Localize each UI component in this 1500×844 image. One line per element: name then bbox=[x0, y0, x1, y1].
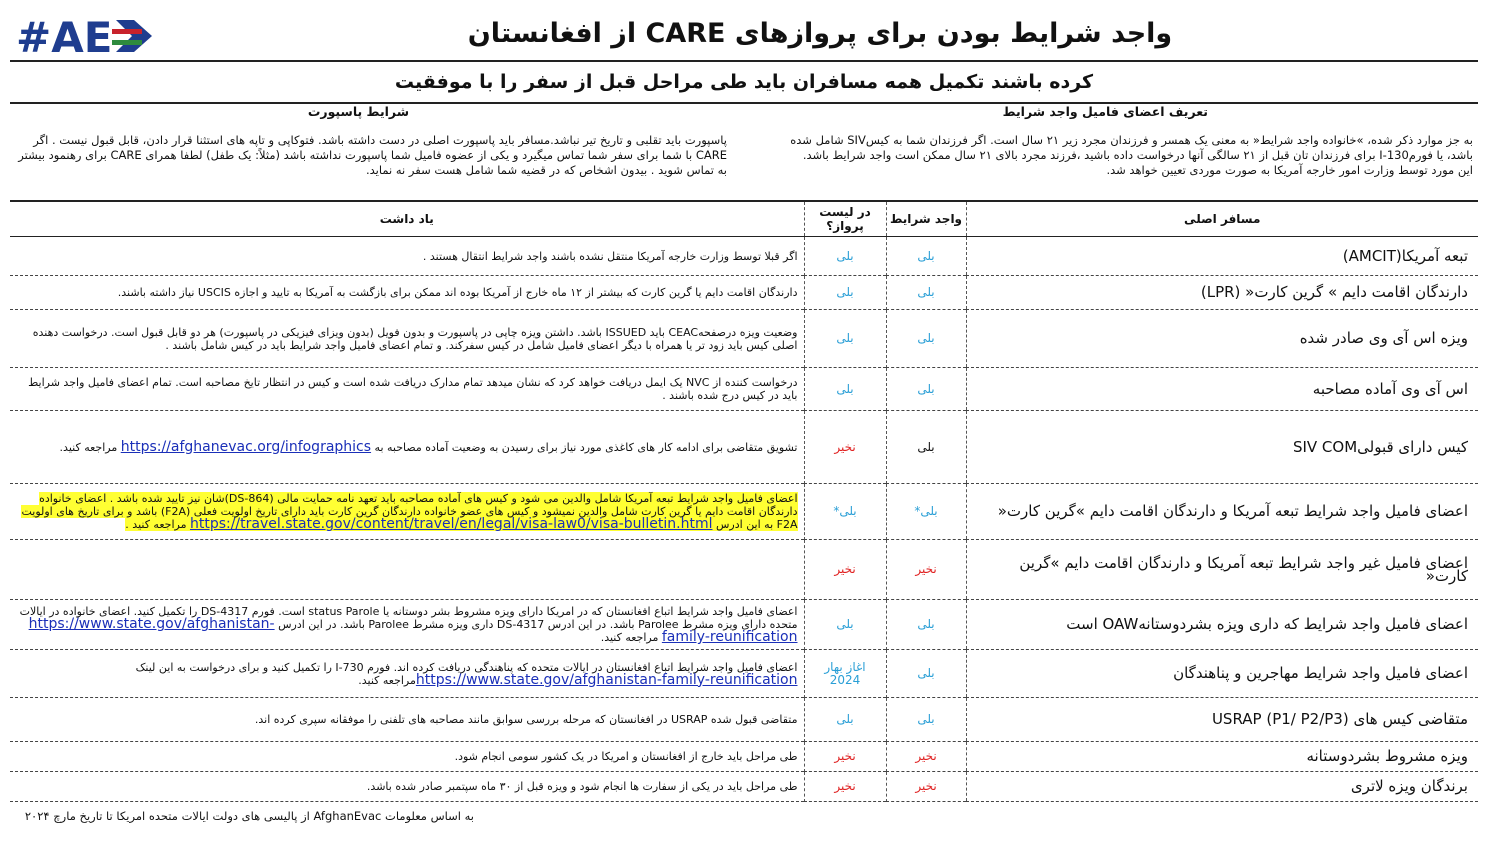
in-list-value: اغاز بهار 2024 bbox=[824, 659, 866, 687]
in-list-cell bbox=[804, 600, 886, 650]
table-row bbox=[10, 368, 1478, 411]
note-text: دارندگان اقامت دایم یا گرین کارت که بیشتر از ۱۲ ماه خارج از آمریکا بوده اند ممکن برای بازگشت به آمریکا به تایید و اجازه USCIS نیاز داشته باشند. bbox=[117, 286, 798, 299]
in-list-cell bbox=[804, 411, 886, 484]
passenger-type: کیس دارای قبولیSIV COM bbox=[966, 411, 1478, 484]
eligible-cell bbox=[886, 742, 966, 772]
eligible-value: بلی bbox=[917, 617, 935, 631]
eligible-cell bbox=[886, 772, 966, 802]
passenger-type: تبعه آمریکا(AMCIT) bbox=[966, 237, 1478, 276]
note-link[interactable]: https://travel.state.gov/content/travel/en/legal/visa-law0/visa-bulletin.html bbox=[189, 516, 713, 532]
table-row bbox=[10, 276, 1478, 310]
in-list-cell bbox=[804, 650, 886, 698]
note-link[interactable]: https://afghanevac.org/infographics bbox=[120, 438, 372, 455]
eligible-value: بلی bbox=[917, 285, 935, 299]
note-cell bbox=[10, 600, 804, 650]
eligible-cell bbox=[886, 698, 966, 742]
note-cell bbox=[10, 368, 804, 411]
eligible-cell bbox=[886, 650, 966, 698]
passport-section bbox=[14, 104, 727, 178]
eligible-cell bbox=[886, 237, 966, 276]
note-text-after: مراجعه کنید. bbox=[358, 673, 416, 687]
in-list-value: نخیر bbox=[834, 562, 856, 576]
header-note: یاد داشت bbox=[10, 202, 804, 237]
page-subtitle: کرده باشند تکمیل همه مسافران باید طی مراحل قبل از سفر را با موفقیت bbox=[10, 60, 1478, 104]
table-row bbox=[10, 484, 1478, 540]
note-cell bbox=[10, 484, 804, 540]
page-title: واجد شرایط بودن برای پروازهای CARE از افغانستان bbox=[467, 18, 1173, 49]
family-definition-heading: تعریف اعضای فامیل واجد شرایط bbox=[1002, 104, 1208, 119]
eligible-cell bbox=[886, 540, 966, 600]
table-row bbox=[10, 742, 1478, 772]
passenger-type: ویزه مشروط بشردوستانه bbox=[966, 742, 1478, 772]
note-cell bbox=[10, 310, 804, 368]
header-eligible: واجد شرایط bbox=[886, 202, 966, 237]
in-list-value: بلی bbox=[836, 381, 854, 396]
in-list-cell bbox=[804, 484, 886, 540]
eligible-cell bbox=[886, 484, 966, 540]
eligible-value: نخیر bbox=[915, 779, 937, 793]
table-row bbox=[10, 600, 1478, 650]
passenger-type: برندگان ویزه لاتری bbox=[966, 772, 1478, 802]
eligible-value: نخیر bbox=[915, 749, 937, 763]
note-link[interactable]: https://www.state.gov/afghanistan-family-reunification bbox=[28, 616, 798, 645]
eligible-cell bbox=[886, 276, 966, 310]
note-cell bbox=[10, 411, 804, 484]
note-text: اگر قبلا توسط وزارت خارجه آمریکا منتقل نشده باشند واجد شرایط انتقال هستند . bbox=[422, 249, 798, 263]
note-text: تشویق متقاضی برای ادامه کار های کاغذی مورد نیاز برای رسیدن به وضعیت آماده مصاحبه به bbox=[371, 440, 798, 454]
in-list-cell bbox=[804, 310, 886, 368]
note-link[interactable]: https://www.state.gov/afghanistan-family-reunification bbox=[415, 671, 798, 688]
table-row bbox=[10, 237, 1478, 276]
note-text-after: مراجعه کنید. bbox=[59, 440, 121, 454]
table-header-row bbox=[10, 202, 1478, 237]
note-text-after: مراجعه کنید. bbox=[600, 631, 662, 644]
note-cell bbox=[10, 276, 804, 310]
note-cell bbox=[10, 772, 804, 802]
in-list-value: بلی bbox=[836, 617, 854, 631]
eligible-value: بلی bbox=[917, 666, 935, 680]
passport-heading: شرایط پاسپورت bbox=[307, 104, 409, 119]
family-definition-text: به جز موارد ذکر شده، »خانواده واجد شرایط« به معنی یک همسر و فرزندان مجرد زیر ۲۱ سال است. اگر فرزندان شما به کیسSIV شامل شده باشد، یا فورم130-I برای فرزندان تان قبل از ۲۱ سالگی آنها درخواست داده باشید ،فرزند مجرد بالای ۲۱ سال ممکن است واجد شرایط باشد. این مورد توسط وزارت امور خارجه آمریکا به صورت موردی تعیین خواهد شد. bbox=[790, 133, 1473, 177]
passenger-type: دارندگان اقامت دایم » گرین کارت« (LPR) bbox=[966, 276, 1478, 310]
passenger-type: متقاضی کیس های (P1/ P2/P3) USRAP bbox=[966, 698, 1478, 742]
eligible-cell bbox=[886, 368, 966, 411]
note-text: درخواست کننده از NVC یک ایمل دریافت خواهد کرد که نشان میدهد تمام مدارک دریافت شده است و کیس در انتظار تایخ مصاحبه است. تمام اعضای فامیل واجد شرایط باید در کیس درج شده باشند . bbox=[28, 376, 798, 402]
footer-note: به اساس معلومات AfghanEvac از پالیسی های دولت ایالات متحده امریکا تا تاریخ مارچ ۲۰۲۴ bbox=[24, 809, 474, 823]
eligible-value: بلی* bbox=[914, 504, 938, 518]
eligible-value: بلی bbox=[917, 381, 935, 396]
note-text: طی مراحل باید در یکی از سفارت ها انجام شود و ویزه قبل از ۳۰ ماه سپتمبر صادر شده باشد. bbox=[366, 780, 798, 793]
note-cell bbox=[10, 742, 804, 772]
eligible-value: بلی bbox=[917, 331, 935, 345]
table-row bbox=[10, 310, 1478, 368]
note-cell bbox=[10, 237, 804, 276]
in-list-value: بلی bbox=[836, 285, 854, 299]
header-in-list: در لیست پرواز؟ bbox=[804, 202, 886, 237]
note-text: وضعیت ویزه درصفحهCEAC باید ISSUED باشد. داشتن ویزه چاپی در پاسپورت و بدون فویل (بدون ویزای فیزیکی در پاسپورت) هر دو قابل قبول است. درخواست دهنده اصلی کیس باید زود تر یا همراه با دیگر اعضای فامیل شامل در کیس سفرکند. و تمام اعضای فامیل واجد شرایط باید در کیس شامل باشند . bbox=[32, 325, 798, 352]
note-text: اعضای فامیل واجد شرایط اتباع افغانستان در ایالات متحده که پناهندگی دریافت کرده اند. فورم 730-I را تکمیل کنید و برای درخواست به این لینک bbox=[135, 660, 798, 674]
table-row bbox=[10, 698, 1478, 742]
in-list-value: بلی bbox=[836, 248, 854, 263]
in-list-cell bbox=[804, 772, 886, 802]
passenger-type: اعضای فامیل واجد شرایط تبعه آمریکا و دارندگان اقامت دایم »گرین کارت« bbox=[966, 484, 1478, 540]
in-list-value: نخیر bbox=[834, 749, 856, 763]
header-passenger: مسافر اصلی bbox=[966, 202, 1478, 237]
eligibility-table bbox=[10, 202, 1478, 802]
note-text: اعضای فامیل واجد شرایط تبعه آمریکا شامل والدین می شود و کیس های آماده مصاحبه باید تعهد نامه حمایت مالی (DS-864)شان نیز تایید شده باشد . اعضای خانواده دارندگان اقامت دایم یا گرین کارت شامل والدین نمیشود و کیس های عضو خانواده دارندگان گرین کارت باید دارای تاریخ اولویت فعلی (F2A) باشد و برای تاریخ های اولویت F2A به این ادرس bbox=[21, 492, 798, 531]
note-cell bbox=[10, 650, 804, 698]
eligible-value: نخیر bbox=[915, 562, 937, 576]
note-text-after: مراجعه کنید . bbox=[125, 518, 190, 531]
passenger-type: اس آی وی آماده مصاحبه bbox=[966, 368, 1478, 411]
in-list-value: نخیر bbox=[834, 779, 856, 793]
eligible-cell bbox=[886, 411, 966, 484]
in-list-value: بلی* bbox=[833, 504, 857, 518]
afghanevac-logo bbox=[16, 14, 156, 58]
eligible-value: بلی bbox=[917, 439, 935, 454]
passenger-type: ویزه اس آی وی صادر شده bbox=[966, 310, 1478, 368]
passenger-type: اعضای فامیل غیر واجد شرایط تبعه آمریکا و دارندگان اقامت دایم »گرین کارت« bbox=[966, 540, 1478, 600]
table-row bbox=[10, 411, 1478, 484]
note-cell bbox=[10, 540, 804, 600]
in-list-cell bbox=[804, 368, 886, 411]
in-list-cell bbox=[804, 540, 886, 600]
logo-text: #AE bbox=[16, 14, 113, 58]
note-text: اعضای فامیل واجد شرایط اتباع افغانستان که در امریکا دارای ویزه مشروط بشر دوستانه یا status Parole است. فورم DS-4317 را تکمیل کنید. اعضای خانواده در ایالات متحده دارای ویزه مشرط Parolee باشد. در این ادرس DS-4317 داری ویزه مشرط Parolee باشد. در این ادرس bbox=[19, 605, 798, 631]
passenger-type: اعضای فامیل واجد شرایط که داری ویزه بشردوستانهOAW است bbox=[966, 600, 1478, 650]
table-row bbox=[10, 772, 1478, 802]
in-list-value: بلی bbox=[836, 712, 854, 726]
note-cell bbox=[10, 698, 804, 742]
note-text: متقاضی قبول شده USRAP در افغانستان که مرحله بررسی سوابق مانند مصاحبه های تلفنی را موفقانه سپری کرده اند. bbox=[254, 713, 798, 726]
table-row bbox=[10, 540, 1478, 600]
family-definition-section bbox=[790, 104, 1473, 178]
in-list-value: بلی bbox=[836, 331, 854, 345]
passport-text: پاسپورت باید تقلبی و تاریخ تیر نباشد.مسافر باید پاسپورت اصلی در دست داشته باشد. فتوکاپی و تاپه های استثنا قرار دادن، قابل قبول نیست . اگر CARE با شما برای سفر شما تماس میگیرد و یکی از عضوه فامیل شما پاسپورت نداشته باشد (مثلاً: یک طفل) لطفا همرای CARE برای رهنمود بیشتر به تماس شوید . بیدون اشخاص که در قضیه شما شامل هست سفر نه نماید. bbox=[18, 133, 727, 177]
eligible-cell bbox=[886, 310, 966, 368]
in-list-cell bbox=[804, 698, 886, 742]
passenger-type: اعضای فامیل واجد شرایط مهاجرین و پناهندگان bbox=[966, 650, 1478, 698]
note-text: طی مراحل باید خارج از افغانستان و امریکا در یک کشور سومی انجام شود. bbox=[454, 750, 798, 763]
table-row bbox=[10, 650, 1478, 698]
in-list-cell bbox=[804, 237, 886, 276]
eligible-cell bbox=[886, 600, 966, 650]
eligible-value: بلی bbox=[917, 712, 935, 726]
in-list-cell bbox=[804, 742, 886, 772]
in-list-value: نخیر bbox=[834, 439, 856, 454]
eligible-value: بلی bbox=[917, 248, 935, 263]
in-list-cell bbox=[804, 276, 886, 310]
